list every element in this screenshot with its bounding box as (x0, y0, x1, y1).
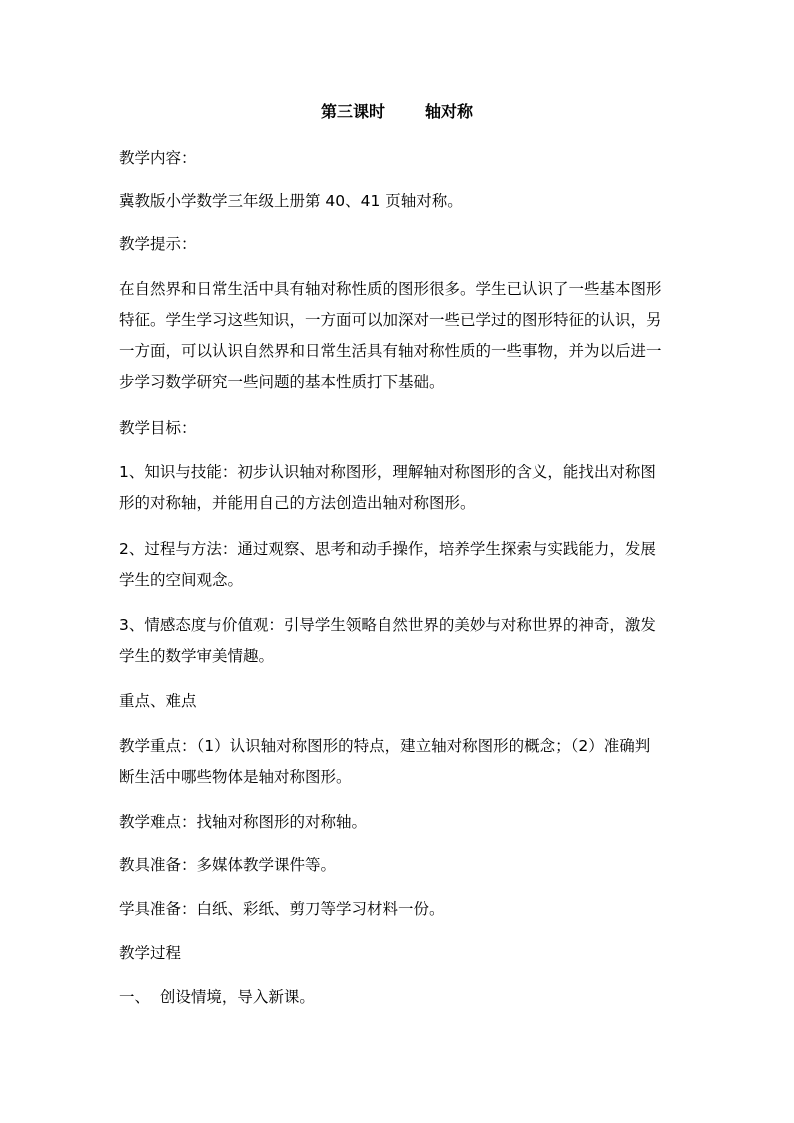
key-point-line: 断生活中哪些物体是轴对称图形。 (119, 768, 352, 786)
goal-3-line: 3、情感态度与价值观：引导学生领略自然世界的美妙与对称世界的神奇，激发 (119, 616, 656, 634)
goal-2-line: 2、过程与方法：通过观察、思考和动手操作，培养学生探索与实践能力，发展 (119, 540, 656, 558)
key-heading: 重点、难点 (119, 692, 197, 710)
difficulty: 教学难点：找轴对称图形的对称轴。 (119, 813, 368, 831)
goal-1-line: 形的对称轴，并能用自己的方法创造出轴对称图形。 (119, 494, 476, 512)
hint-line: 特征。学生学习这些知识，一方面可以加深对一些已学过的图形特征的认识，另 (119, 311, 662, 329)
hint-paragraph (119, 274, 679, 398)
hint-line: 在自然界和日常生活中具有轴对称性质的图形很多。学生已认识了一些基本图形 (119, 280, 662, 298)
goal-1-line: 1、知识与技能：初步认识轴对称图形，理解轴对称图形的含义，能找出对称图 (119, 463, 656, 481)
title-topic: 轴对称 (425, 102, 474, 121)
process-step-1: 一、 创设情境，导入新课。 (119, 988, 315, 1006)
title-lesson-number: 第三课时 (320, 102, 385, 121)
goal-2-line: 学生的空间观念。 (119, 571, 244, 589)
goal-2 (119, 534, 679, 596)
page-title (0, 100, 794, 124)
content-text: 冀教版小学数学三年级上册第 40、41 页轴对称。 (119, 192, 463, 210)
process-heading: 教学过程 (119, 944, 182, 962)
hint-heading: 教学提示： (119, 235, 197, 253)
key-points (119, 731, 679, 793)
goal-1 (119, 457, 679, 519)
goal-3 (119, 610, 679, 672)
goal-3-line: 学生的数学审美情趣。 (119, 647, 275, 665)
teacher-tools: 教具准备：多媒体教学课件等。 (119, 856, 337, 874)
goals-heading: 教学目标： (119, 419, 197, 437)
student-tools: 学具准备：白纸、彩纸、剪刀等学习材料一份。 (119, 900, 445, 918)
hint-line: 步学习数学研究一些问题的基本性质打下基础。 (119, 373, 445, 391)
content-heading: 教学内容： (119, 149, 197, 167)
hint-line: 一方面，可以认识自然界和日常生活具有轴对称性质的一些事物，并为以后进一 (119, 342, 662, 360)
key-point-line: 教学重点：（1）认识轴对称图形的特点，建立轴对称图形的概念；（2）准确判 (119, 737, 651, 755)
